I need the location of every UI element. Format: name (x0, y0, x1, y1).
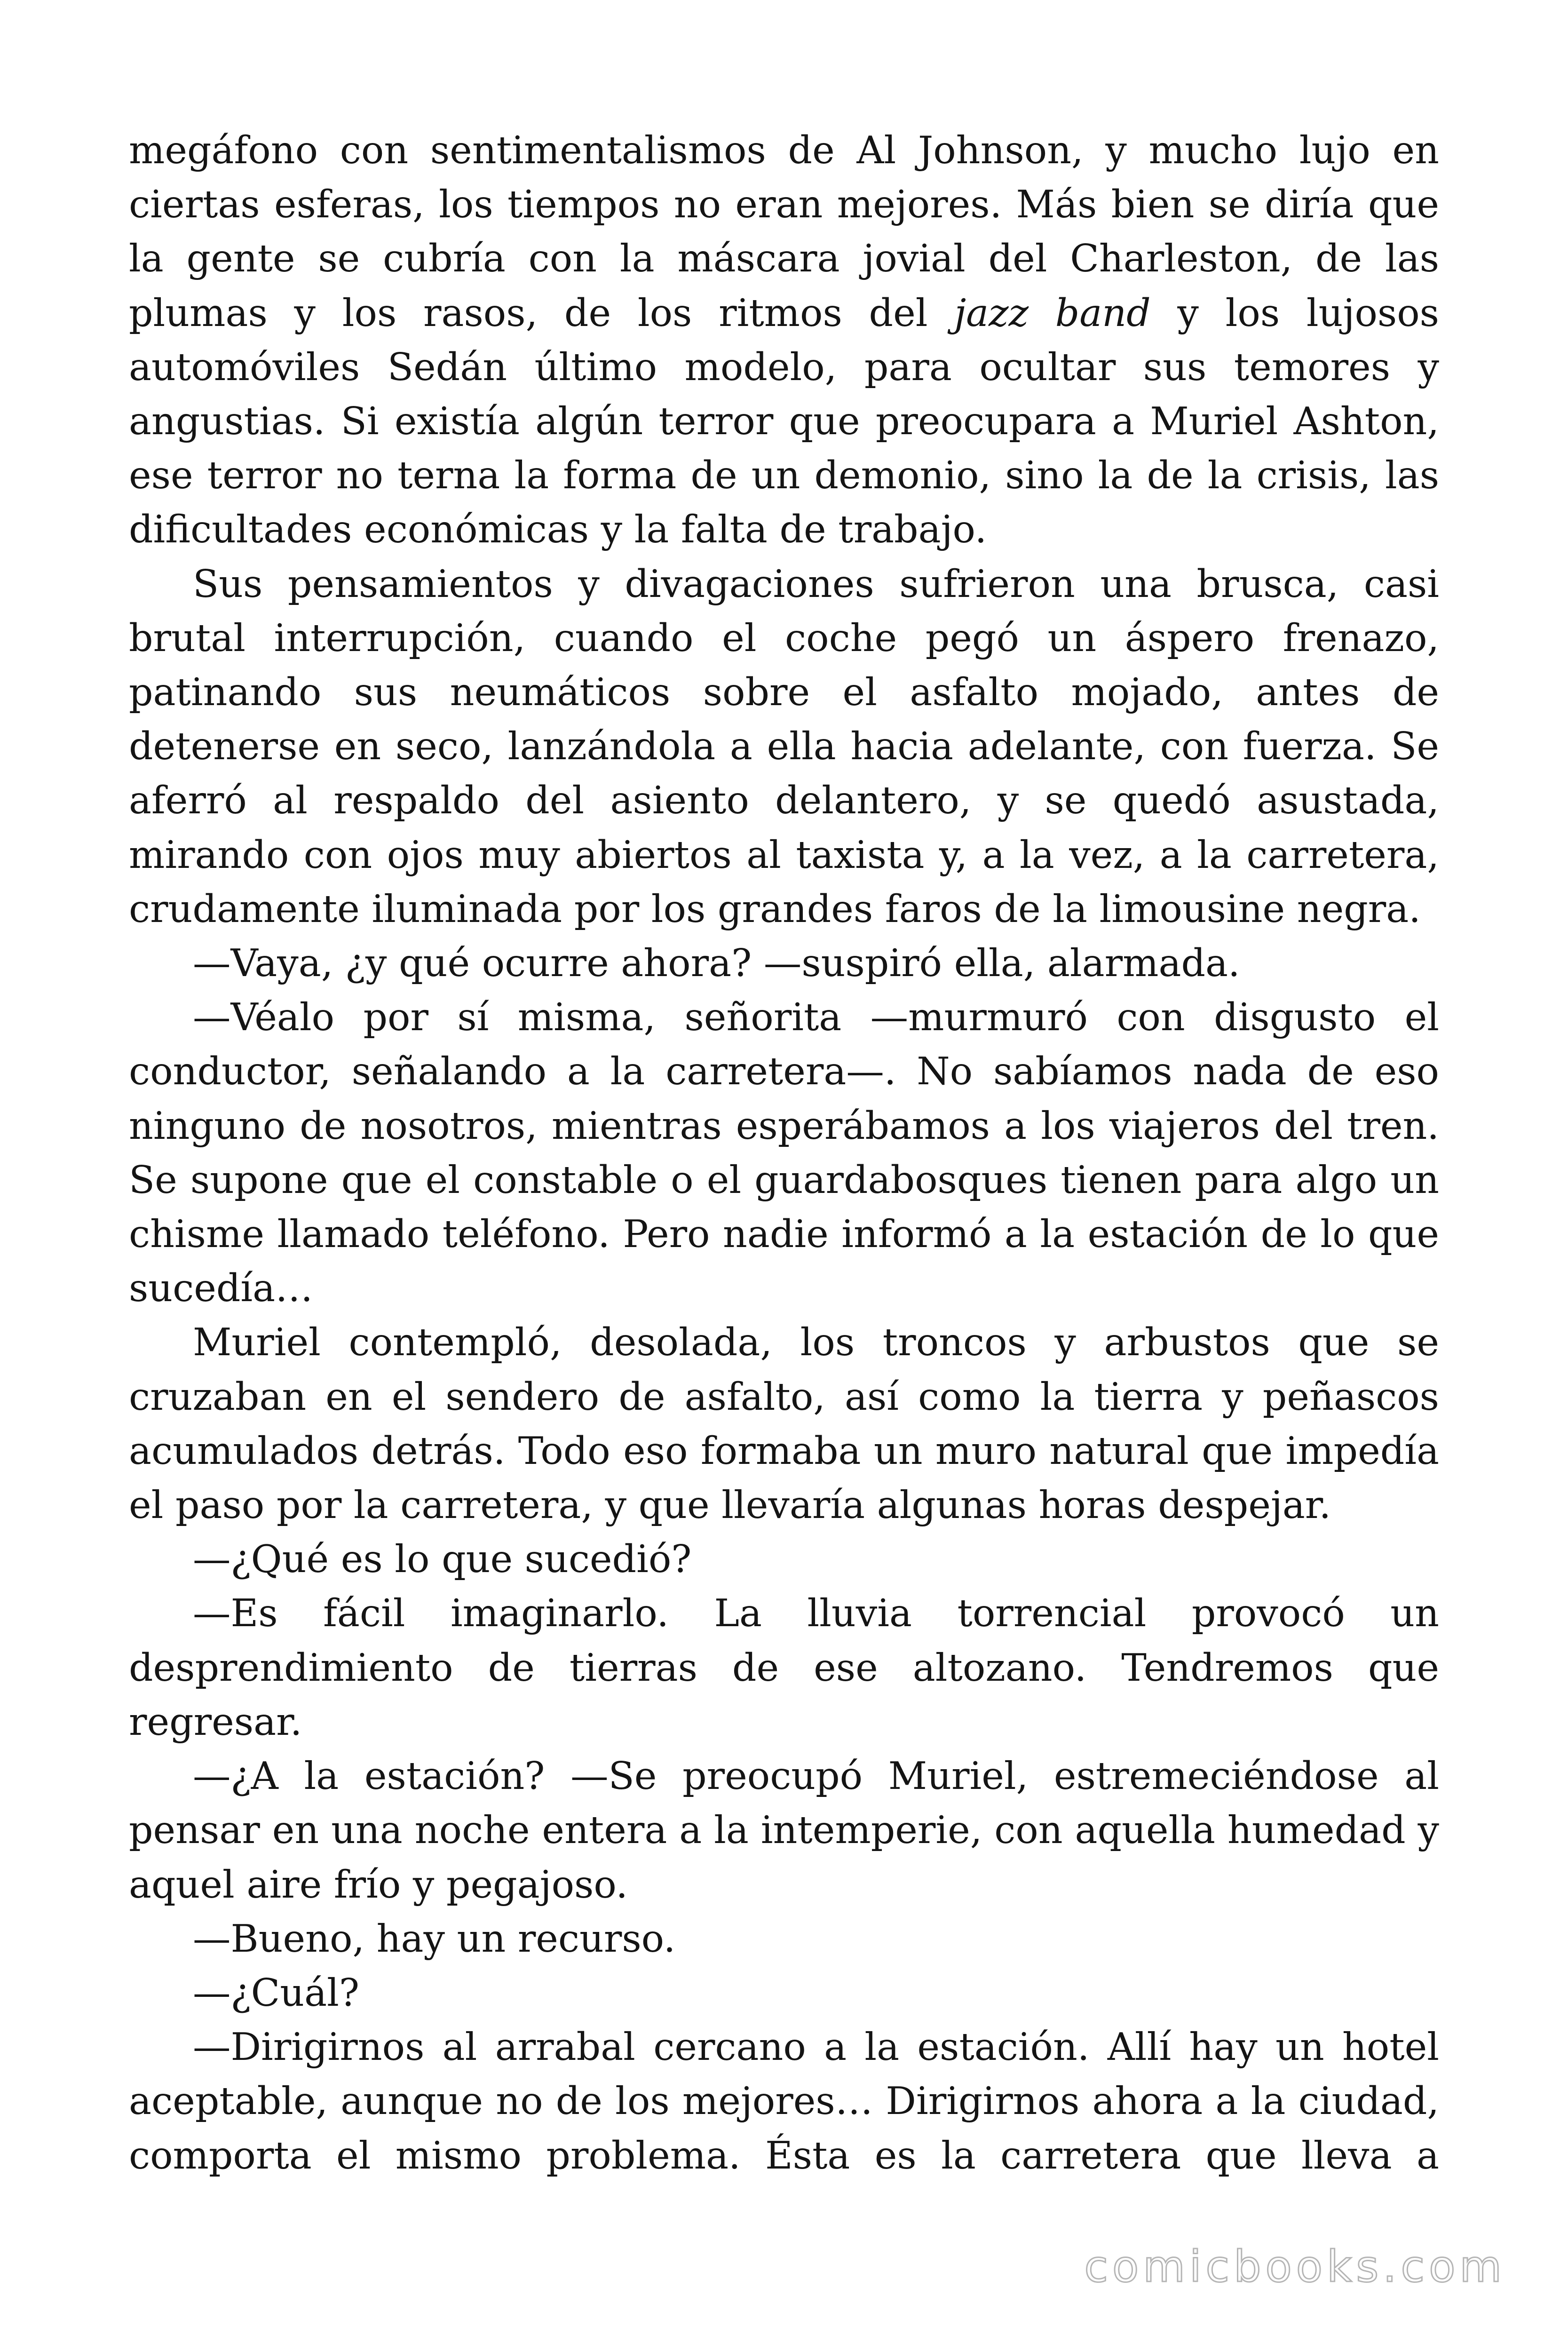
watermark: comicbooks.com (1084, 2241, 1506, 2292)
paragraph: Sus pensamientos y divagaciones sufrieron una brusca, casi brutal interrupción, cuando el coche pegó un áspero frenazo, patinando sus neumáticos sobre el asfalto mojado, antes de detenerse en seco, lanzándola a ella hacia adelante, con fuerza. Se aferró al respaldo del asiento delantero, y se quedó asustada, mirando con ojos muy abiertos al taxista y, a la vez, a la carretera, crudamente iluminada por los grandes faros de la limousine negra. (129, 561, 1439, 931)
dialogue-paragraph: —Dirigirnos al arrabal cercano a la estación. Allí hay un hotel aceptable, aunque no de los mejores… Dirigirnos ahora a la ciudad, comporta el mismo problema. Ésta es la carretera que lleva a (129, 2025, 1439, 2177)
paragraph: Muriel contempló, desolada, los troncos y arbustos que se cruzaban en el sendero de asfalto, así como la tierra y peñascos acumulados detrás. Todo eso formaba un muro natural que impedía el paso por la carretera, y que llevaría algunas horas despejar. (129, 1320, 1439, 1527)
text-segment: y los lujosos automóviles Sedán último modelo, para ocultar sus temores y angustias. Si existía algún terror que preocupara a Muriel Ashton, ese terror no terna la forma de un demonio, sino la de la crisis, las dificultades económicas y la falta de trabajo. (129, 290, 1439, 552)
dialogue-paragraph: —Es fácil imaginarlo. La lluvia torrencial provocó un desprendimiento de tierras de ese altozano. Tendremos que regresar. (129, 1591, 1439, 1744)
italic-text-segment: jazz band (954, 290, 1151, 335)
paragraph (129, 123, 1439, 557)
dialogue-paragraph: —Véalo por sí misma, señorita —murmuró con disgusto el conductor, señalando a la carretera—. No sabíamos nada de eso ninguno de nosotros, mientras esperábamos a los viajeros del tren. Se supone que el constable o el guardabosques tienen para algo un chisme llamado teléfono. Pero nadie informó a la estación de lo que sucedía… (129, 995, 1439, 1311)
dialogue-paragraph: —Bueno, hay un recurso. (193, 1916, 676, 1961)
text-segment: megáfono con sentimentalismos de Al Johnson, y mucho lujo en ciertas esferas, los tiempos no eran mejores. Más bien se diría que la gente se cubría con la máscara jovial del Charleston, de las plumas y los rasos, de los ritmos del (129, 128, 1439, 335)
dialogue-paragraph: —Vaya, ¿y qué ocurre ahora? —suspiró ella, alarmada. (193, 941, 1240, 985)
page-body (129, 123, 1439, 2183)
dialogue-paragraph: —¿Cuál? (193, 1970, 359, 2015)
dialogue-paragraph: —¿A la estación? —Se preocupó Muriel, estremeciéndose al pensar en una noche entera a la intemperie, con aquella humedad y aquel aire frío y pegajoso. (129, 1754, 1439, 1907)
dialogue-paragraph: —¿Qué es lo que sucedió? (193, 1537, 692, 1581)
